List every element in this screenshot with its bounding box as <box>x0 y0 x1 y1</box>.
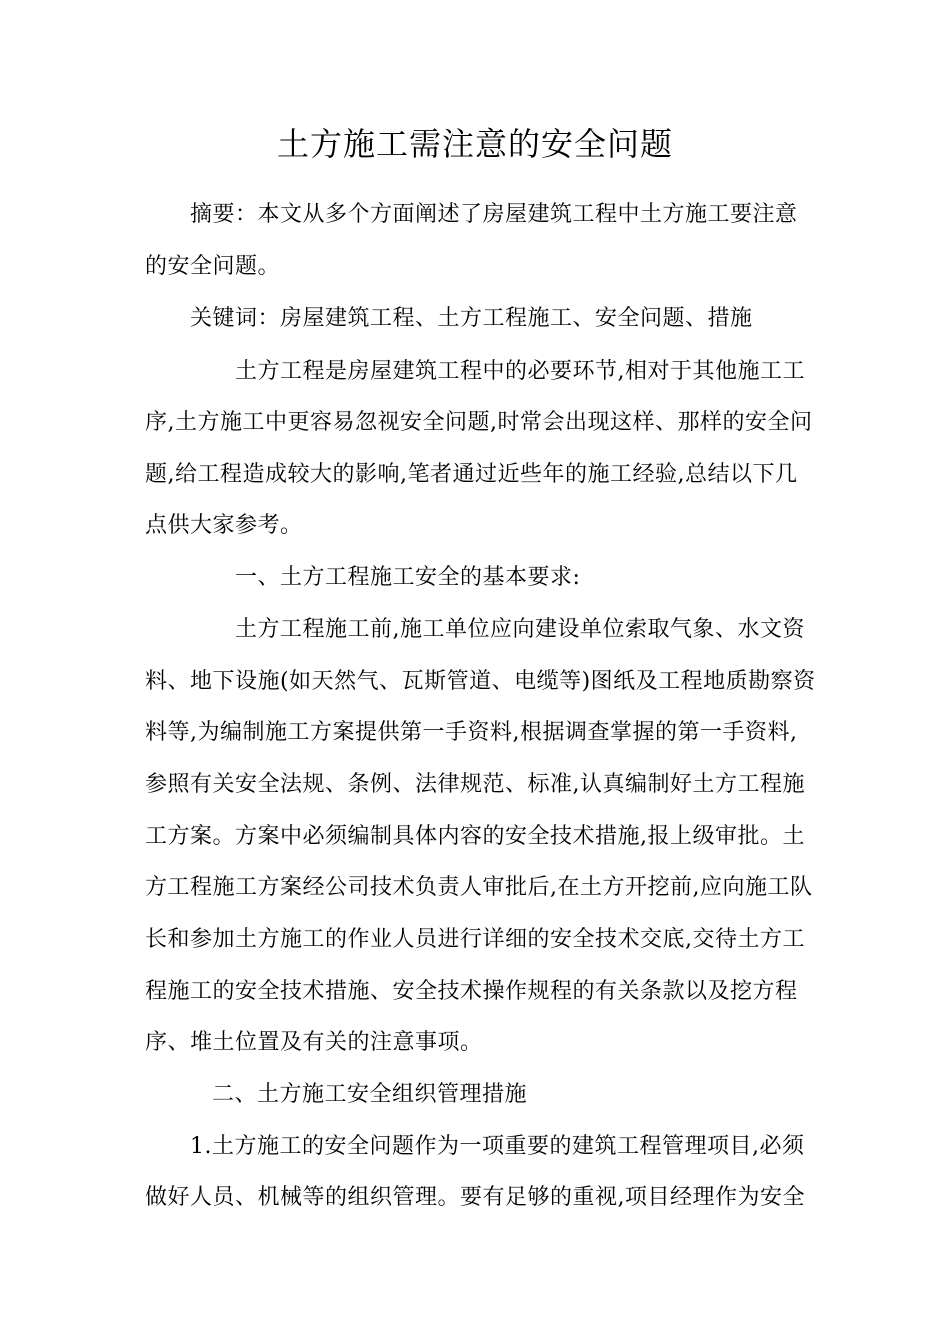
section1-line-7: 长和参加土方施工的作业人员进行详细的安全技术交底,交待土方工 <box>145 927 805 952</box>
section-heading-2: 二、土方施工安全组织管理措施 <box>212 1082 528 1107</box>
section1-line-4: 参照有关安全法规、条例、法律规范、标准,认真编制好土方工程施 <box>145 772 805 797</box>
intro-line-2: 序,土方施工中更容易忽视安全问题,时常会出现这样、那样的安全问 <box>145 410 813 435</box>
section1-line-3: 料等,为编制施工方案提供第一手资料,根据调查掌握的第一手资料, <box>145 720 798 745</box>
section1-line-1: 土方工程施工前,施工单位应向建设单位索取气象、水文资 <box>235 617 805 642</box>
intro-line-3: 题,给工程造成较大的影响,笔者通过近些年的施工经验,总结以下几 <box>145 462 798 487</box>
abstract-line-1: 摘要：本文从多个方面阐述了房屋建筑工程中土方施工要注意 <box>190 202 798 227</box>
section1-line-2: 料、地下设施(如天然气、瓦斯管道、电缆等)图纸及工程地质勘察资 <box>145 669 816 694</box>
section2-line-1: 1.土方施工的安全问题作为一项重要的建筑工程管理项目,必须 <box>190 1134 805 1159</box>
keywords-line: 关键词：房屋建筑工程、土方工程施工、安全问题、措施 <box>190 306 753 331</box>
intro-line-1: 土方工程是房屋建筑工程中的必要环节,相对于其他施工工 <box>235 359 805 384</box>
section-heading-1: 一、土方工程施工安全的基本要求: <box>235 565 581 590</box>
document-title: 土方施工需注意的安全问题 <box>276 125 673 163</box>
section1-line-5: 工方案。方案中必须编制具体内容的安全技术措施,报上级审批。土 <box>145 824 805 849</box>
section1-line-9: 序、堆土位置及有关的注意事项。 <box>145 1030 483 1055</box>
section1-line-8: 程施工的安全技术措施、安全技术操作规程的有关条款以及挖方程 <box>145 979 798 1004</box>
section2-line-2: 做好人员、机械等的组织管理。要有足够的重视,项目经理作为安全 <box>145 1185 805 1210</box>
section1-line-6: 方工程施工方案经公司技术负责人审批后,在土方开挖前,应向施工队 <box>145 875 813 900</box>
intro-line-4: 点供大家参考。 <box>145 513 303 538</box>
abstract-line-2: 的安全问题。 <box>145 254 281 279</box>
